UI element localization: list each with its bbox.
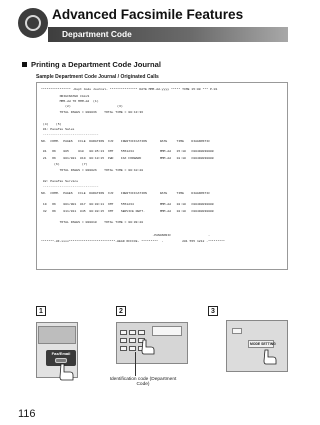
section-heading bbox=[22, 60, 161, 69]
keypad-key[interactable] bbox=[120, 346, 127, 351]
bullet-square-icon bbox=[22, 62, 27, 67]
section-heading-text: Printing a Department Code Journal bbox=[31, 60, 161, 69]
page-subtitle: Department Code bbox=[62, 28, 132, 39]
journal-line: MMM-dd TO MMM-dd (1) bbox=[41, 99, 99, 103]
journal-line: 01 OK 005 018 00:05:13 XMT 5551234 MMM-dd 15:10 C00490030000 bbox=[41, 149, 214, 153]
step-1-label: 1 bbox=[36, 306, 46, 316]
journal-line: 01: Panafax Sales bbox=[41, 127, 75, 131]
journal-line: ORIGINATED CALLS bbox=[41, 94, 90, 98]
keypad-key[interactable] bbox=[129, 330, 136, 335]
step-3-key[interactable] bbox=[232, 328, 242, 334]
journal-line: ------------------------------ bbox=[41, 184, 99, 188]
step-2-label: 2 bbox=[116, 306, 126, 316]
fax-features-icon bbox=[18, 8, 48, 38]
journal-line: TOTAL PAGES = 000010 TOTAL TIME = 00:09:28 bbox=[41, 220, 144, 224]
keypad-display bbox=[152, 326, 182, 336]
keypad-key[interactable] bbox=[129, 338, 136, 343]
keypad-key[interactable] bbox=[129, 346, 136, 351]
journal-line: *******-UF-xxxx*************************-HEAD OFFICE- ********* - 201 555 1212 -********* bbox=[41, 239, 225, 243]
fax-email-label: Fax/Email bbox=[51, 351, 71, 356]
pointing-hand-icon bbox=[58, 362, 76, 382]
pointing-hand-icon bbox=[262, 348, 278, 366]
page-header bbox=[18, 6, 288, 50]
page-number: 116 bbox=[18, 408, 36, 420]
journal-line: NO. COMM. PAGES FILE DURATION X/R IDENTIFICATION DATE TIME DIAGNOSTIC bbox=[41, 139, 210, 143]
keypad-key[interactable] bbox=[138, 330, 145, 335]
journal-line: (6) (7) bbox=[41, 162, 88, 166]
callout-line bbox=[135, 352, 136, 376]
journal-line: 32 OK 011/011 045 00:08:15 XMT SERVICE DEPT. MMM-dd 10:10 C00490030000 bbox=[41, 209, 214, 213]
journal-line: 19 OK 001/001 017 00:00:11 XMT 5551234 MMM-dd 10:10 C00490030000 bbox=[41, 202, 214, 206]
journal-sample bbox=[36, 82, 288, 270]
page-title: Advanced Facsimile Features bbox=[52, 7, 244, 22]
journal-line: -PANASONIC - bbox=[41, 233, 210, 237]
panel-top-strip bbox=[38, 326, 76, 344]
journal-line: (2) (3) bbox=[41, 104, 123, 108]
journal-line: 02: Panafax Service bbox=[41, 179, 79, 183]
keypad-key[interactable] bbox=[120, 330, 127, 335]
mode-setting-label: MODE SETTING bbox=[250, 342, 276, 346]
keypad-key[interactable] bbox=[120, 338, 127, 343]
journal-line: (4) (5) bbox=[41, 122, 62, 126]
identification-code-note: Identification code (Department Code) bbox=[109, 377, 177, 387]
journal-line: NO. COMM. PAGES FILE DURATION X/R IDENTIFICATION DATE TIME DIAGNOSTIC bbox=[41, 191, 210, 195]
pointing-hand-icon bbox=[140, 338, 156, 356]
journal-line: **************** -Dept Code Journal- *************** DATE MMM-dd-yyyy ***** TIME 15:00 *** P.01 bbox=[41, 87, 218, 91]
step-3-label: 3 bbox=[208, 306, 218, 316]
journal-line: ------------------------------ bbox=[41, 132, 99, 136]
journal-line: TOTAL PAGES = 000036 TOTAL TIME = 00:13:36 bbox=[41, 110, 144, 114]
journal-line: 21 OK 001/021 019 00:10:15 FWD FAX FORWARD MMM-dd 18:10 C00490030000 bbox=[41, 156, 214, 160]
journal-line: TOTAL PAGES = 000026 TOTAL TIME = 00:10:28 bbox=[41, 168, 144, 172]
journal-caption: Sample Department Code Journal / Originated Calls bbox=[36, 74, 159, 80]
